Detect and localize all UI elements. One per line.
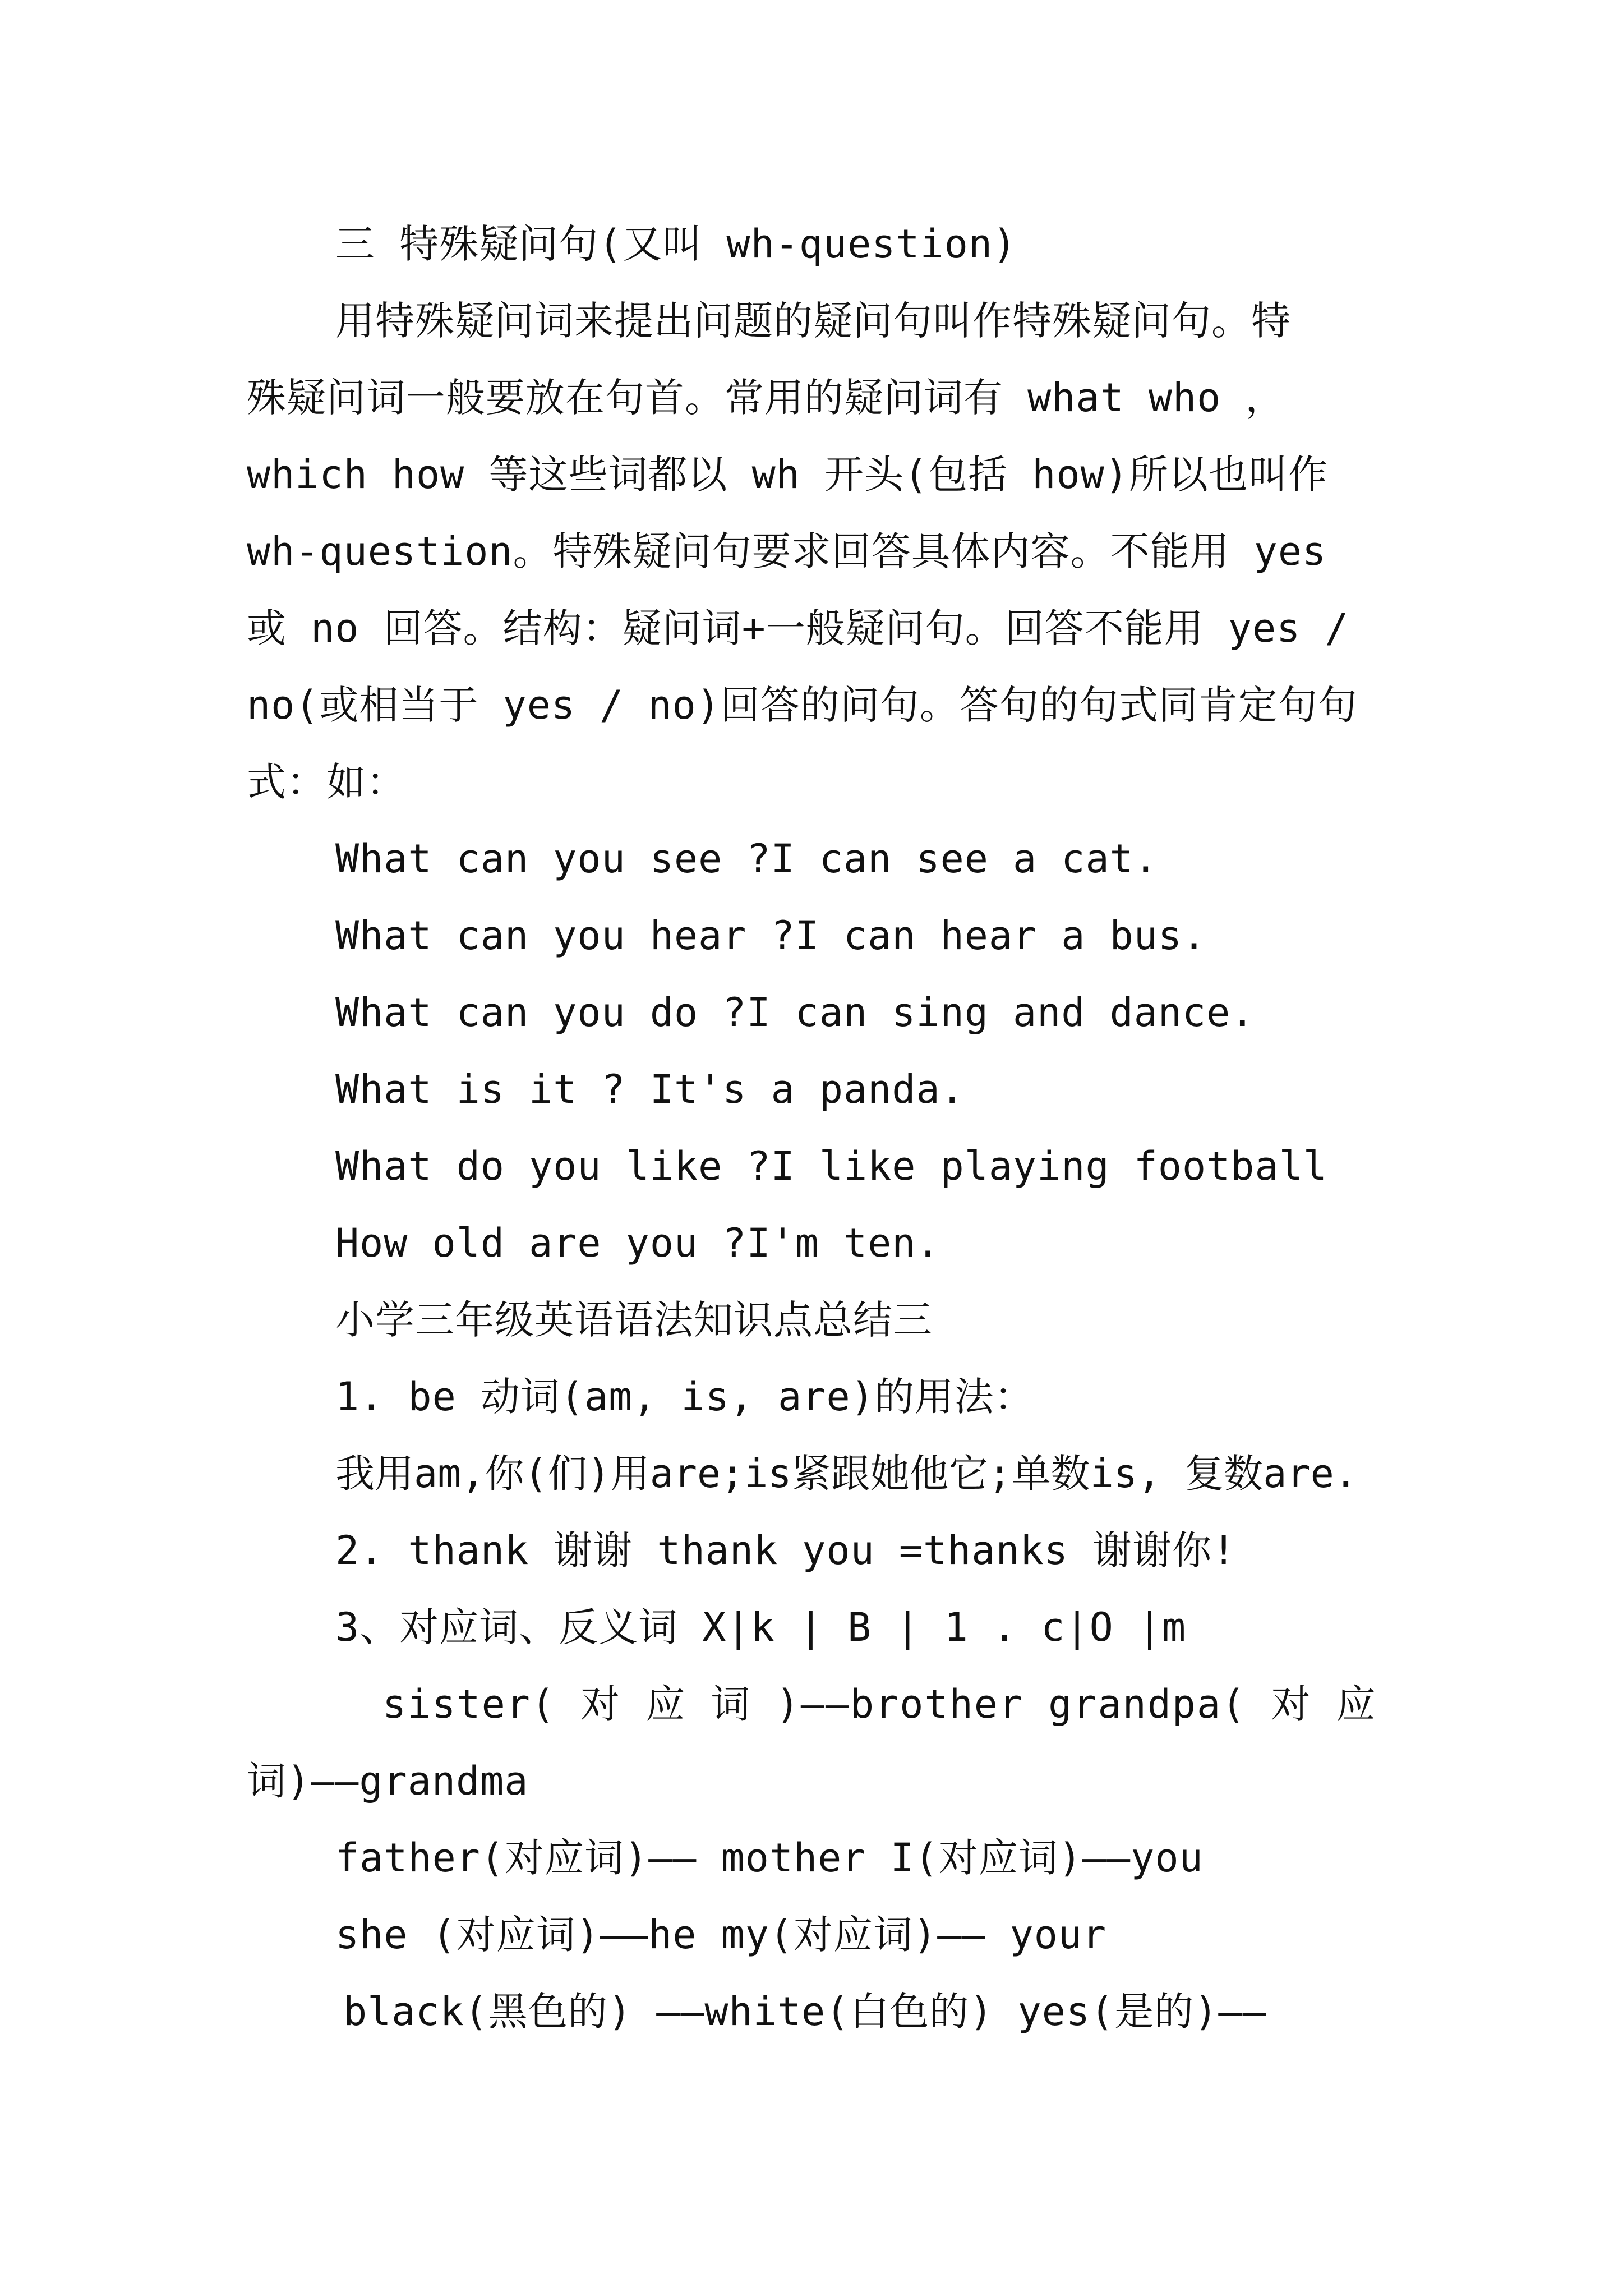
paragraph-line: 或 no 回答。结构：疑问词+一般疑问句。回答不能用 yes / bbox=[247, 605, 1349, 651]
paragraph-line: 我用am,你(们)用are;is紧跟她他它;单数is, 复数are. bbox=[335, 1451, 1358, 1497]
paragraph-line: wh-question。特殊疑问句要求回答具体内容。不能用 yes bbox=[247, 528, 1327, 574]
example-sentence: How old are you ?I'm ten. bbox=[335, 1220, 940, 1266]
list-item: 1. be 动词(am, is, are)的用法： bbox=[335, 1374, 1034, 1420]
list-item: 3、对应词、反义词 X|k | B | 1 . c|O |m bbox=[335, 1604, 1187, 1650]
list-item: 2. thank 谢谢 thank you =thanks 谢谢你! bbox=[335, 1527, 1237, 1573]
word-pair-line: father(对应词)—— mother I(对应词)——you bbox=[335, 1835, 1204, 1881]
paragraph-line: 殊疑问词一般要放在句首。常用的疑问词有 what who ， bbox=[247, 375, 1285, 421]
example-sentence: What can you do ?I can sing and dance. bbox=[335, 990, 1255, 1036]
example-sentence: What is it ? It's a panda. bbox=[335, 1066, 965, 1112]
word-pair-line: black(黑色的) ——white(白色的) yes(是的)—— bbox=[343, 1989, 1267, 2035]
paragraph-line: 式：如： bbox=[247, 759, 406, 805]
paragraph-line: which how 等这些词都以 wh 开头(包括 how)所以也叫作 bbox=[247, 452, 1328, 498]
word-pair-line: 词)——grandma bbox=[247, 1758, 529, 1804]
paragraph-line: 用特殊疑问词来提出问题的疑问句叫作特殊疑问句。特 bbox=[335, 298, 1291, 344]
section-heading: 三 特殊疑问句(又叫 wh-question) bbox=[335, 221, 1017, 267]
section-heading: 小学三年级英语语法知识点总结三 bbox=[335, 1297, 933, 1343]
example-sentence: What do you like ?I like playing football bbox=[335, 1143, 1327, 1189]
paragraph-line: no(或相当于 yes / no)回答的问句。答句的句式同肯定句句 bbox=[247, 682, 1358, 728]
word-pair-line: she (对应词)——he my(对应词)—— your bbox=[335, 1912, 1107, 1958]
example-sentence: What can you see ?I can see a cat. bbox=[335, 836, 1158, 882]
word-pair-line: sister( 对 应 词 )——brother grandpa( 对 应 bbox=[382, 1681, 1377, 1727]
example-sentence: What can you hear ?I can hear a bus. bbox=[335, 913, 1207, 959]
